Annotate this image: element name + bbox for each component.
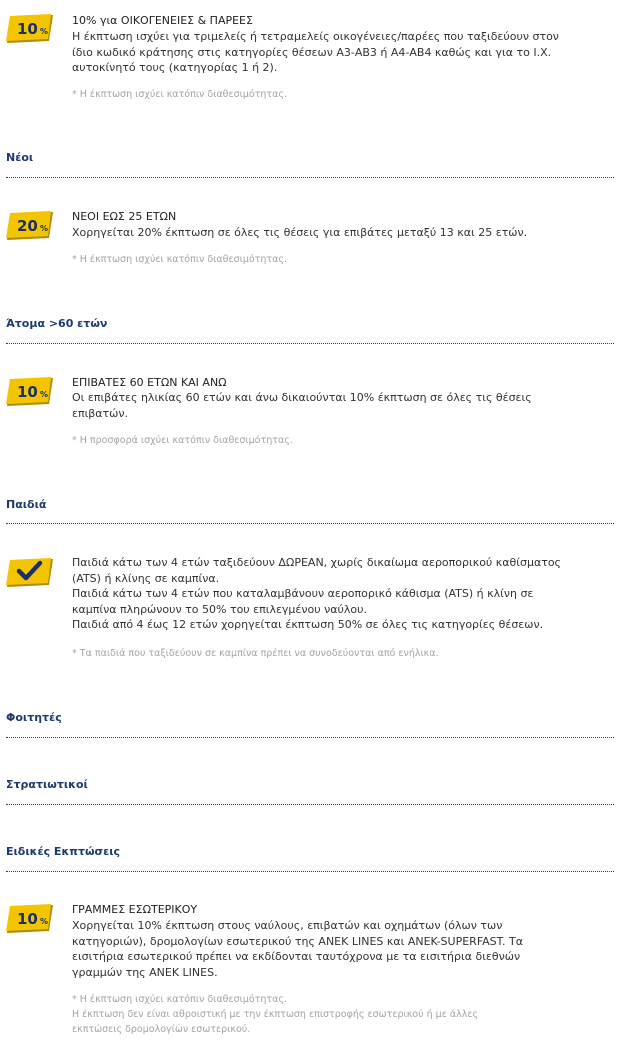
offer-description: [72, 918, 572, 980]
offer-title: 10% για ΟΙΚΟΓΕΝΕΙΕΣ & ΠΑΡΕΕΣ: [72, 14, 253, 27]
section-divider: [6, 523, 614, 524]
offer-title: ΕΠΙΒΑΤΕΣ 60 ΕΤΩΝ ΚΑΙ ΑΝΩ: [72, 376, 227, 389]
offer-description-line: κατηγοριών), δρομολογίων εσωτερικού της ANEK LINES και ANEK-SUPERFAST. Τα: [72, 934, 524, 948]
offer-note: [72, 433, 582, 448]
offer-note-line: * Η προσφορά ισχύει κατόπιν διαθεσιμότητας.: [72, 435, 293, 446]
offer-description-line: καμπίνα πληρώνουν το 50% του επιλεγμένου ναύλου.: [72, 602, 367, 616]
discount-badge: [6, 211, 54, 241]
discount-badge-icon: [6, 14, 54, 44]
section-title-youth: Νέοι: [6, 151, 34, 164]
badge-number: 10: [17, 383, 38, 401]
offer-note-line: * Η έκπτωση ισχύει κατόπιν διαθεσιμότητας.: [72, 89, 288, 100]
offer-description-line: Παιδιά κάτω των 4 ετών που καταλαμβάνουν αεροπορικό κάθισμα (ATS) ή κλίνη σε: [72, 587, 534, 600]
offer-description-line: (ATS) ή κλίνης σε καμπίνα.: [72, 571, 220, 585]
discount-badge: [6, 14, 54, 44]
badge-number: 10: [17, 20, 38, 38]
offer-description: [72, 555, 572, 633]
offer-description-line: Παιδιά από 4 έως 12 ετών χορηγείται έκπτωση 50% σε όλες τις κατηγορίες θέσεων.: [72, 618, 544, 631]
offer-note-line: εκπτώσεις δρομολογίων εσωτερικού.: [72, 1024, 251, 1035]
discount-badge-icon: [6, 377, 54, 407]
section-divider: [6, 177, 614, 178]
offer-note: [72, 252, 582, 267]
offer-note-line: * Η έκπτωση ισχύει κατόπιν διαθεσιμότητας.: [72, 254, 288, 265]
section-divider: [6, 737, 614, 738]
badge-number: 10: [17, 910, 38, 928]
offer-note: [72, 87, 582, 102]
offer-description: [72, 390, 572, 421]
discount-badge: [6, 377, 54, 407]
offer-description-line: Η έκπτωση ισχύει για τριμελείς ή τετραμελείς οικογένειες/παρέες που ταξιδεύουν στον: [72, 30, 559, 43]
offer-description-line: αυτοκίνητό τους (κατηγορίας 1 ή 2).: [72, 61, 278, 74]
section-title-special-discounts: Ειδικές Εκπτώσεις: [6, 845, 121, 858]
section-title-seniors: Άτομα >60 ετών: [6, 317, 108, 330]
offer-description-line: Χορηγείται 20% έκπτωση σε όλες τις θέσεις για επιβάτες μεταξύ 13 και 25 ετών.: [72, 226, 528, 239]
offer-description-line: επιβατών.: [72, 406, 129, 420]
offer-description-line: Παιδιά κάτω των 4 ετών ταξιδεύουν ΔΩΡΕΑΝ, χωρίς δικαίωμα αεροπορικού καθίσματος: [72, 556, 562, 569]
svg-text:%: %: [40, 917, 49, 926]
offer-description-line: γραμμών της ANEK LINES.: [72, 965, 218, 979]
section-title-military: Στρατιωτικοί: [6, 778, 88, 791]
section-divider: [6, 804, 614, 805]
discount-badge-icon: [6, 904, 54, 934]
offer-description-line: ίδιο κωδικό κράτησης στις κατηγορίες θέσεων Α3-ΑΒ3 ή Α4-ΑΒ4 καθώς και για το Ι.Χ.: [72, 45, 552, 59]
section-divider: [6, 871, 614, 872]
badge-number: 20: [17, 217, 38, 235]
svg-text:%: %: [40, 224, 49, 233]
offer-note-line: * Η έκπτωση ισχύει κατόπιν διαθεσιμότητας.: [72, 994, 288, 1005]
offer-note: [72, 646, 582, 661]
offer-description-line: εισιτήρια εσωτερικού πρέπει να εκδίδονται ταυτόχρονα με τα εισιτήρια διεθνών: [72, 950, 521, 963]
offer-note: [72, 992, 582, 1037]
discount-badge: [6, 904, 54, 934]
offer-note-line: * Τα παιδιά που ταξιδεύουν σε καμπίνα πρέπει να συνοδεύονται από ενήλικα.: [72, 648, 439, 659]
section-title-children: Παιδιά: [6, 498, 47, 511]
checkmark-icon: [6, 558, 54, 588]
discount-badge-icon: [6, 211, 54, 241]
svg-text:%: %: [40, 390, 49, 399]
offer-description-line: Οι επιβάτες ηλικίας 60 ετών και άνω δικαιούνται 10% έκπτωση σε όλες τις θέσεις: [72, 391, 532, 404]
section-title-students: Φοιτητές: [6, 711, 62, 724]
svg-text:%: %: [40, 27, 49, 36]
offer-title: ΓΡΑΜΜΕΣ ΕΣΩΤΕΡΙΚΟΥ: [72, 903, 198, 916]
offer-title: ΝΕΟΙ ΕΩΣ 25 ΕΤΩΝ: [72, 210, 177, 223]
offer-description-line: Χορηγείται 10% έκπτωση στους ναύλους, επιβατών και οχημάτων (όλων των: [72, 919, 503, 932]
offer-description: [72, 225, 572, 241]
section-divider: [6, 343, 614, 344]
offer-note-line: Η έκπτωση δεν είναι αθροιστική με την έκπτωση επιστροφής εσωτερικού ή με άλλες: [72, 1009, 479, 1020]
offer-description: [72, 29, 572, 76]
checkmark-badge: [6, 558, 54, 588]
